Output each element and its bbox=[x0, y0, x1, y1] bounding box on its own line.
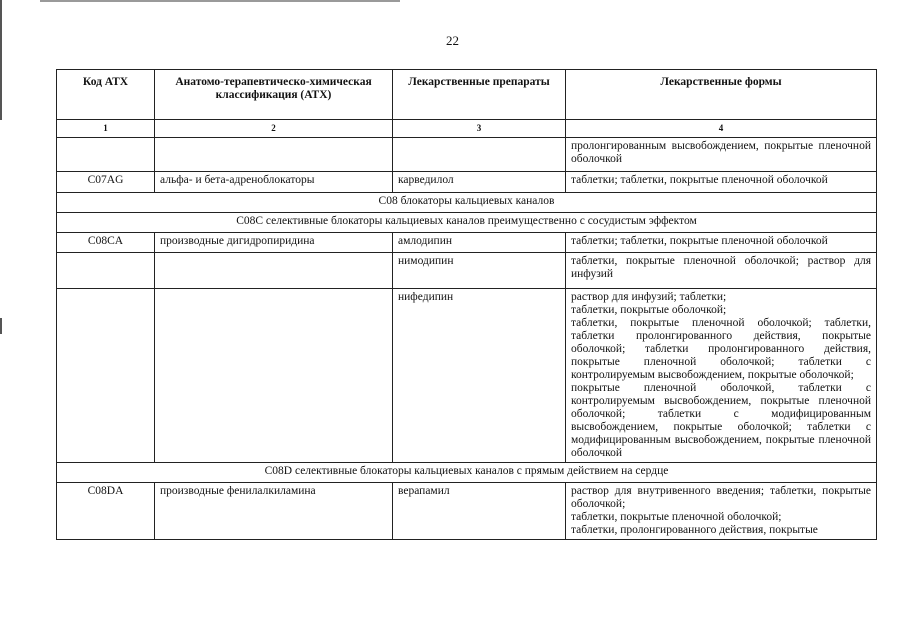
classification-cell: производные дигидропиридина bbox=[155, 233, 393, 253]
drug-cell: амлодипин bbox=[393, 233, 566, 253]
atx-code-cell bbox=[57, 253, 155, 289]
drug-cell: верапамил bbox=[393, 483, 566, 540]
dosage-form-line: раствор для инфузий; таблетки; bbox=[571, 291, 727, 303]
section-heading: C08D селективные блокаторы кальциевых каналов с прямым действием на сердце bbox=[57, 463, 877, 483]
section-heading: C08 блокаторы кальциевых каналов bbox=[57, 193, 877, 213]
column-number: 1 bbox=[57, 120, 155, 138]
drug-cell bbox=[393, 138, 566, 172]
dosage-form-line: таблетки, покрытые пленочной оболочкой; bbox=[571, 511, 782, 523]
dosage-form-cell: таблетки, покрытые пленочной оболочкой; раствор для инфузий bbox=[566, 253, 877, 289]
column-number: 2 bbox=[155, 120, 393, 138]
classification-cell bbox=[155, 138, 393, 172]
table-row bbox=[57, 233, 877, 253]
drug-cell: нимодипин bbox=[393, 253, 566, 289]
column-number-row bbox=[57, 120, 877, 138]
classification-cell bbox=[155, 289, 393, 463]
dosage-form-line: таблетки, покрытые пленочной оболочкой; таблетки, таблетки пролонгированного действия, покрытые оболочкой; таблетки пролонгированного действия, покрытые пленочной оболочкой; таблетки с контролируемым высвобождением, покрытые оболочкой; bbox=[571, 317, 871, 381]
section-row bbox=[57, 213, 877, 233]
section-row bbox=[57, 193, 877, 213]
table-row bbox=[57, 289, 877, 463]
classification-cell: производные фенилалкиламина bbox=[155, 483, 393, 540]
atx-code-cell bbox=[57, 138, 155, 172]
atx-table bbox=[56, 69, 877, 540]
dosage-form-cell: таблетки; таблетки, покрытые пленочной оболочкой bbox=[566, 233, 877, 253]
section-heading: C08C селективные блокаторы кальциевых каналов преимущественно с сосудистым эффектом bbox=[57, 213, 877, 233]
header-dosage-forms: Лекарственные формы bbox=[566, 70, 877, 120]
dosage-form-cell bbox=[566, 483, 877, 540]
section-row bbox=[57, 463, 877, 483]
classification-cell bbox=[155, 253, 393, 289]
atx-code-cell: C07AG bbox=[57, 172, 155, 193]
dosage-form-line: таблетки, пролонгированного действия, покрытые bbox=[571, 524, 818, 536]
header-atx-classification: Анатомо-терапевтическо-химическая классификация (АТХ) bbox=[155, 70, 393, 120]
dosage-form-line: раствор для внутривенного введения; таблетки, покрытые оболочкой; bbox=[571, 485, 871, 510]
page-number: 22 bbox=[446, 33, 459, 48]
column-number: 4 bbox=[566, 120, 877, 138]
dosage-form-line: покрытые пленочной оболочкой, таблетки с контролируемым высвобождением, покрытые пленочной оболочкой; таблетки с модифицированным высвобождением, покрытые оболочкой; таблетки с модифицированным высвобождением, покрытые пленочной оболочкой bbox=[571, 382, 871, 459]
table-row bbox=[57, 138, 877, 172]
table-row bbox=[57, 483, 877, 540]
table-row bbox=[57, 172, 877, 193]
header-drugs: Лекарственные препараты bbox=[393, 70, 566, 120]
atx-code-cell bbox=[57, 289, 155, 463]
scan-mark-top bbox=[40, 0, 400, 2]
dosage-form-line: таблетки, покрытые оболочкой; bbox=[571, 304, 727, 316]
table-header-row bbox=[57, 70, 877, 120]
drug-cell: нифедипин bbox=[393, 289, 566, 463]
dosage-form-cell bbox=[566, 289, 877, 463]
scan-mark-left bbox=[0, 0, 2, 120]
classification-cell: альфа- и бета-адреноблокаторы bbox=[155, 172, 393, 193]
column-number: 3 bbox=[393, 120, 566, 138]
header-atx-code: Код АТХ bbox=[57, 70, 155, 120]
atx-code-cell: C08DA bbox=[57, 483, 155, 540]
drug-cell: карведилол bbox=[393, 172, 566, 193]
dosage-form-cell: таблетки; таблетки, покрытые пленочной оболочкой bbox=[566, 172, 877, 193]
table-row bbox=[57, 253, 877, 289]
atx-code-cell: C08CA bbox=[57, 233, 155, 253]
dosage-form-cell: пролонгированным высвобождением, покрытые пленочной оболочкой bbox=[566, 138, 877, 172]
scan-mark-left-lower bbox=[0, 318, 2, 334]
